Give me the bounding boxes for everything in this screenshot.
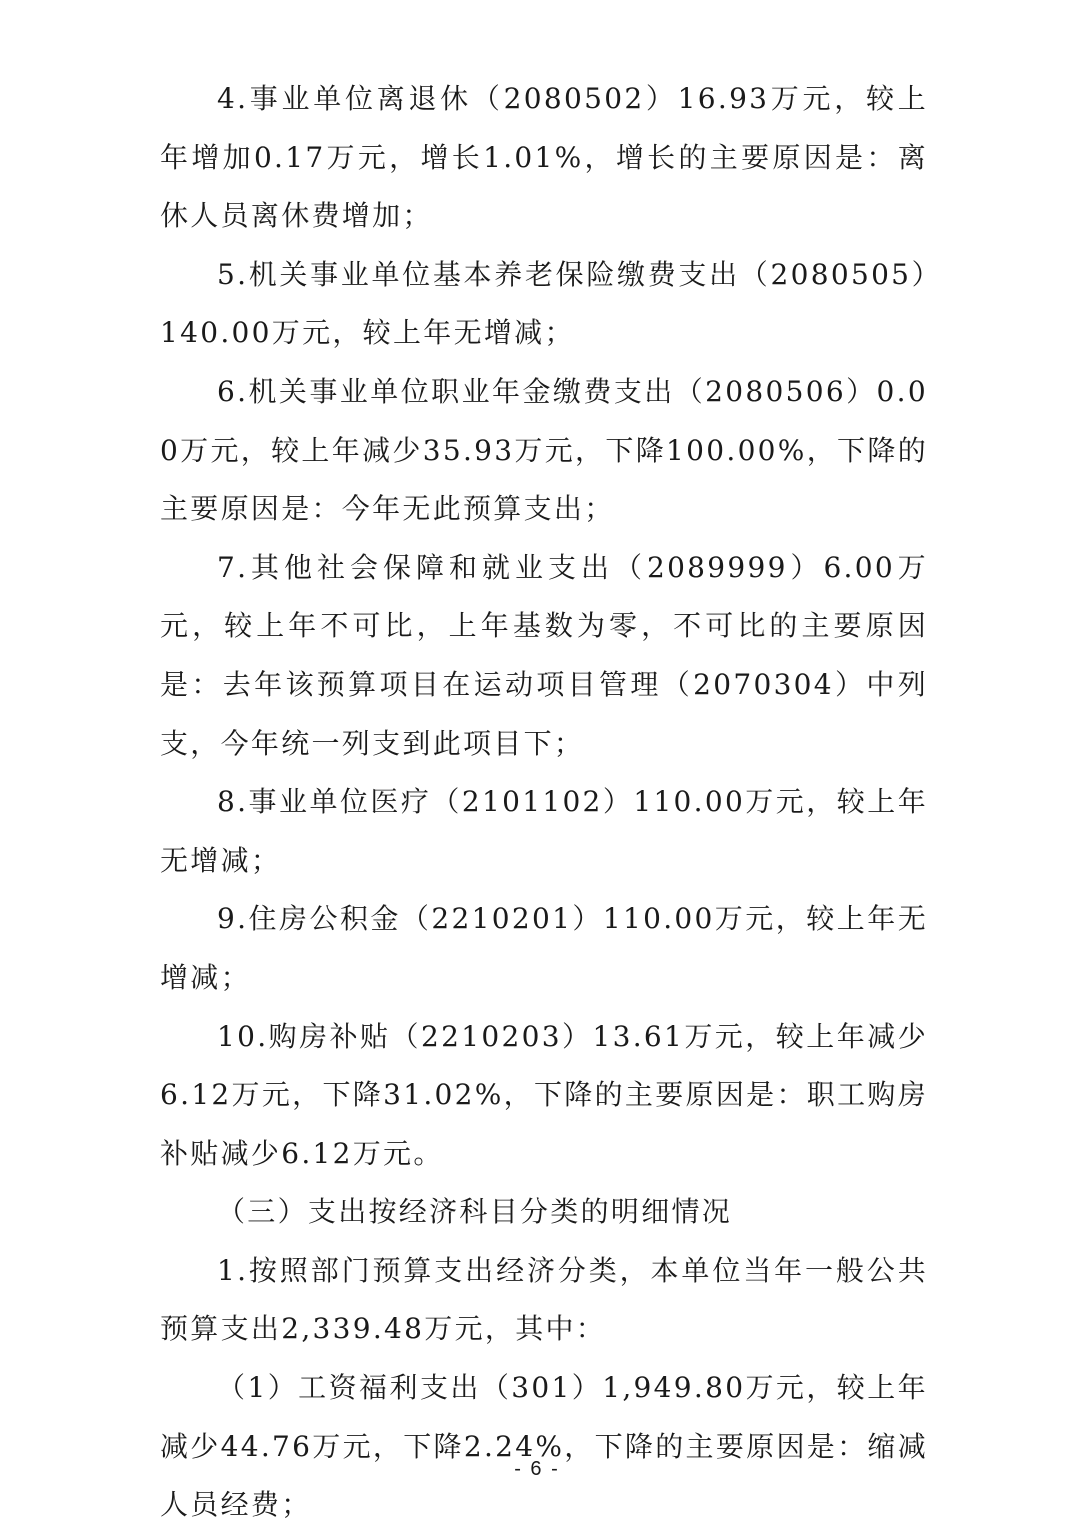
paragraph-item-8: 8.事业单位医疗（2101102）110.00万元，较上年无增减； xyxy=(160,785,928,877)
paragraph-item-4: 4.事业单位离退休（2080502）16.93万元，较上年增加0.17万元，增长1.01%，增长的主要原因是：离休人员离休费增加； xyxy=(160,82,928,233)
paragraph-item-7: 7.其他社会保障和就业支出（2089999）6.00万元，较上年不可比，上年基数为零，不可比的主要原因是：去年该预算项目在运动项目管理（2070304）中列支，今年统一列支到此项目下； xyxy=(160,550,928,760)
section-heading-3: （三）支出按经济科目分类的明细情况 xyxy=(217,1195,733,1229)
paragraph-economic-1: 1.按照部门预算支出经济分类，本单位当年一般公共预算支出2,339.48万元，其中： xyxy=(160,1253,928,1346)
paragraph-item-10: 10.购房补贴（2210203）13.61万元，较上年减少6.12万元，下降31.02%，下降的主要原因是：职工购房补贴减少6.12万元。 xyxy=(160,1019,928,1170)
page-number: - 6 - xyxy=(514,1458,560,1480)
paragraph-economic-1-1: （1）工资福利支出（301）1,949.80万元，较上年减少44.76万元，下降2.24%，下降的主要原因是：缩减人员经费； xyxy=(160,1371,928,1522)
paragraph-item-6: 6.机关事业单位职业年金缴费支出（2080506）0.00万元，较上年减少35.93万元，下降100.00%，下降的主要原因是：今年无此预算支出； xyxy=(160,374,928,526)
document-body xyxy=(160,70,928,1535)
paragraph-item-9: 9.住房公积金（2210201）110.00万元，较上年无增减； xyxy=(160,902,928,994)
paragraph-item-5: 5.机关事业单位基本养老保险缴费支出（2080505）140.00万元，较上年无增减； xyxy=(160,257,928,350)
